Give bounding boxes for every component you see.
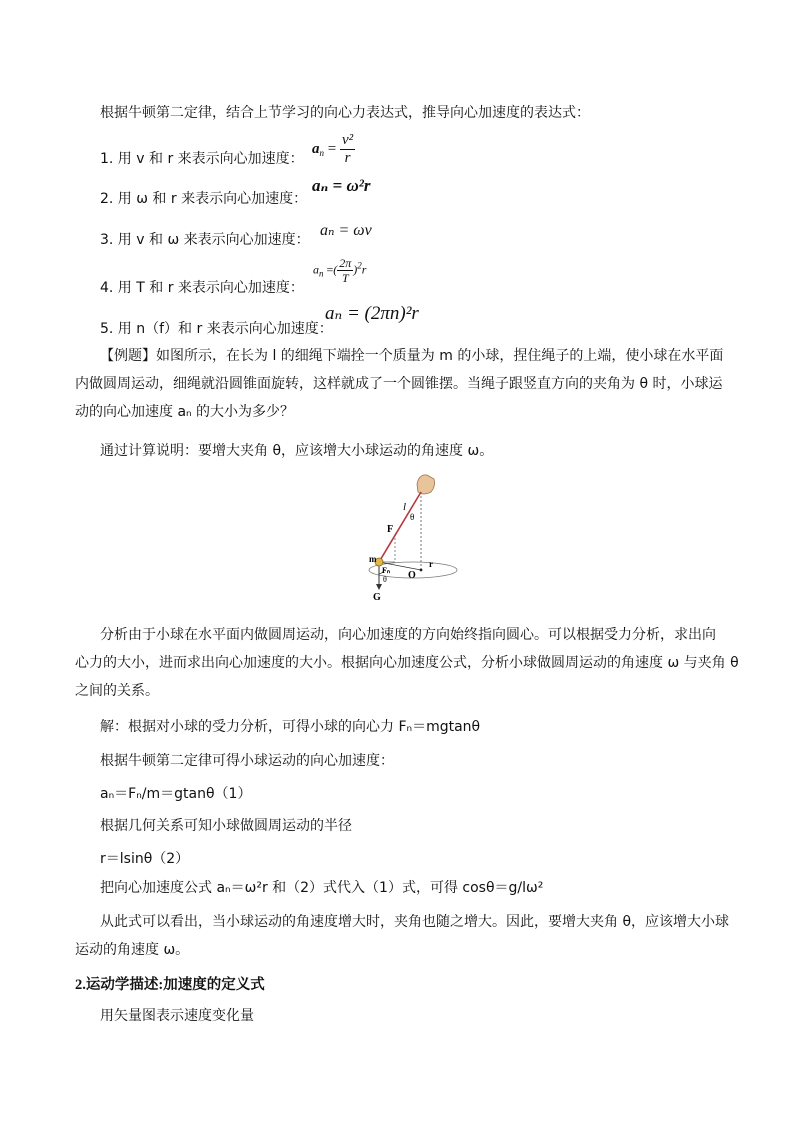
gravity-arrowhead: [376, 584, 382, 590]
example-line-2: 内做圆周运动，细绳就沿圆锥面旋转，这样就成了一个圆锥摆。当绳子跟竖直方向的夹角为 θ 时，小球运: [75, 376, 723, 392]
method-1-formula: $a_n$ = $\frac{\text{v²}}{r}$: [312, 132, 354, 166]
label-O: O: [408, 570, 416, 581]
example-text-1: 如图所示，在长为 l 的细绳下端拴一个质量为 m 的小球，捏住绳子的上端，使小球在水平面: [156, 348, 724, 364]
solution-line-6: 把向心加速度公式 aₙ＝ω²r 和（2）式代入（1）式，可得 cosθ＝g/lω²: [100, 880, 544, 896]
solution-line-1: 解：根据对小球的受力分析，可得小球的向心力 Fₙ＝mgtanθ: [100, 719, 481, 735]
method-5-formula: aₙ = (2πn)²r: [325, 303, 419, 324]
section-heading: 2.运动学描述:加速度的定义式: [75, 977, 265, 993]
method-3-label: 3. 用 v 和 ω 来表示向心加速度：: [100, 232, 310, 248]
label-theta: θ: [410, 512, 415, 522]
solution-line-5: r＝lsinθ（2）: [100, 851, 190, 867]
example-line-3: 动的向心加速度 aₙ 的大小为多少？: [75, 404, 295, 420]
intro-text: 根据牛顿第二定律，结合上节学习的向心力表达式，推导向心加速度的表达式：: [100, 105, 590, 121]
method-1-label: 1. 用 v 和 r 来表示向心加速度：: [100, 151, 304, 167]
method-3-formula: aₙ = ωv: [320, 222, 372, 239]
hand-icon: [417, 475, 435, 494]
label-m: m: [369, 554, 377, 564]
conical-pendulum-figure: [355, 470, 465, 605]
method-2-label: 2. 用 ω 和 r 来表示向心加速度：: [100, 191, 308, 207]
solution-line-3: aₙ＝Fₙ/m＝gtanθ（1）: [100, 786, 252, 802]
task-text: 通过计算说明：要增大夹角 θ，应该增大小球运动的角速度 ω。: [100, 443, 494, 459]
method-4-label: 4. 用 T 和 r 来表示向心加速度：: [100, 280, 304, 296]
label-l: l: [403, 501, 407, 513]
conclusion-line-1: 从此式可以看出，当小球运动的角速度增大时，夹角也随之增大。因此，要增大夹角 θ，应该增大小球: [100, 914, 730, 930]
label-Fn: Fₙ: [382, 566, 391, 575]
string: [379, 492, 421, 562]
label-r: r: [429, 559, 433, 569]
analysis-line-3: 之间的关系。: [75, 683, 159, 699]
solution-line-4: 根据几何关系可知小球做圆周运动的半径: [100, 818, 352, 834]
method-2-formula: aₙ = ω²r: [312, 176, 371, 195]
label-theta-2: θ: [383, 575, 387, 584]
example-tag: 【例题】: [100, 348, 156, 364]
label-F: F: [387, 524, 394, 535]
example-line-1: [100, 345, 723, 365]
conclusion-line-2: 运动的角速度 ω。: [75, 942, 190, 958]
label-G: G: [373, 592, 381, 603]
solution-line-2: 根据牛顿第二定律可得小球运动的向心加速度：: [100, 753, 394, 769]
analysis-line-1: 分析由于小球在水平面内做圆周运动，向心加速度的方向始终指向圆心。可以根据受力分析，求出向: [100, 627, 716, 643]
method-5-label: 5. 用 n（f）和 r 来表示向心加速度：: [100, 321, 333, 337]
analysis-line-2: 心力的大小，进而求出向心加速度的大小。根据向心加速度公式，分析小球做圆周运动的角速度 ω 与夹角 θ: [75, 655, 739, 671]
center-point: [420, 569, 423, 572]
method-4-formula: $a_n$ =( $\frac{2\pi}{T}$ )$^2$r: [313, 256, 367, 285]
last-line: 用矢量图表示速度变化量: [100, 1008, 254, 1024]
